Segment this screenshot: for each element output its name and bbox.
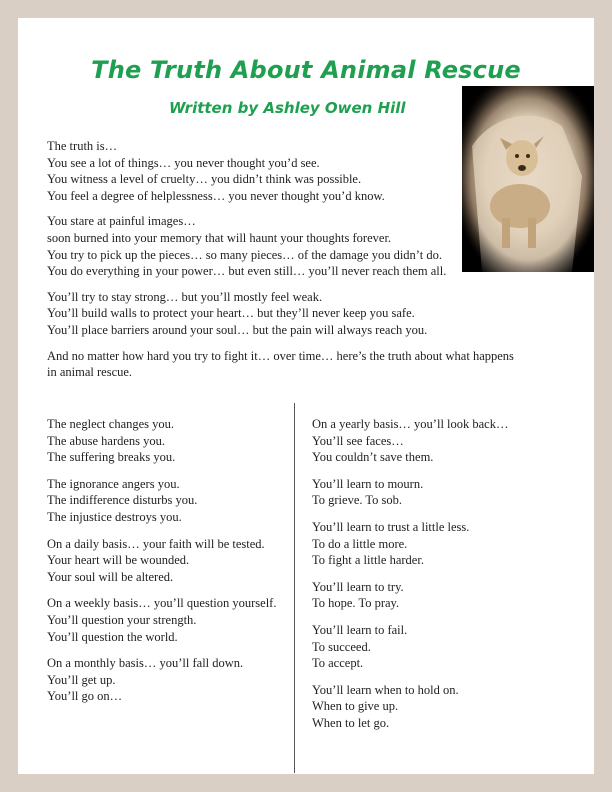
stanza bbox=[312, 682, 552, 732]
poem-line: When to give up. bbox=[312, 699, 399, 714]
poem-line: You’ll learn to try. bbox=[312, 579, 404, 594]
poem-line: You couldn’t save them. bbox=[312, 450, 434, 465]
page-title: The Truth About Animal Rescue bbox=[91, 56, 521, 84]
poem-line: You’ll go on… bbox=[47, 689, 123, 704]
poem-line: You see a lot of things… you never thought you’d see. bbox=[47, 155, 320, 170]
poem-line: You’ll question your strength. bbox=[47, 612, 197, 627]
stanza bbox=[312, 579, 552, 612]
stanza bbox=[47, 213, 517, 279]
poem-line: You’ll build walls to protect your heart… but they’ll never keep you safe. bbox=[47, 306, 415, 321]
poem-line: On a weekly basis… you’ll question yourself. bbox=[47, 596, 277, 611]
poem-line: You’ll learn when to hold on. bbox=[312, 682, 459, 697]
author-byline: Written by Ashley Owen Hill bbox=[169, 99, 406, 117]
poem-line: To accept. bbox=[312, 656, 364, 671]
poem-line: To grieve. To sob. bbox=[312, 493, 403, 508]
poem-line: You do everything in your power… but even still… you’ll never reach them all. bbox=[47, 264, 447, 279]
poem-line: To succeed. bbox=[312, 639, 371, 654]
poem-line: The indifference disturbs you. bbox=[47, 493, 198, 508]
intro-section bbox=[47, 138, 517, 390]
poem-line: To do a little more. bbox=[312, 536, 408, 551]
poem-line: You’ll learn to trust a little less. bbox=[312, 519, 470, 534]
left-column bbox=[47, 416, 287, 715]
stanza bbox=[47, 289, 517, 339]
stanza bbox=[312, 519, 552, 569]
stanza bbox=[47, 536, 287, 586]
stanza bbox=[47, 476, 287, 526]
poem-line: The suffering breaks you. bbox=[47, 450, 176, 465]
poem-line: To hope. To pray. bbox=[312, 596, 400, 611]
poem-line: And no matter how hard you try to fight it… over time… here’s the truth about what happens in animal rescue. bbox=[47, 348, 514, 380]
poem-page bbox=[18, 18, 594, 774]
poem-line: Your soul will be altered. bbox=[47, 569, 174, 584]
poem-line: The neglect changes you. bbox=[47, 417, 175, 431]
poem-line: You’ll get up. bbox=[47, 672, 116, 687]
poem-line: On a monthly basis… you’ll fall down. bbox=[47, 656, 244, 671]
poem-line: You witness a level of cruelty… you didn’t think was possible. bbox=[47, 172, 362, 187]
stanza bbox=[312, 416, 552, 466]
poem-line: You’ll see faces… bbox=[312, 433, 404, 448]
poem-line: You’ll place barriers around your soul… but the pain will always reach you. bbox=[47, 322, 428, 337]
poem-line: You’ll question the world. bbox=[47, 629, 178, 644]
poem-line: On a yearly basis… you’ll look back… bbox=[312, 417, 509, 431]
poem-line: The abuse hardens you. bbox=[47, 433, 166, 448]
poem-line: You’ll learn to fail. bbox=[312, 622, 408, 637]
stanza bbox=[47, 348, 517, 381]
stanza bbox=[47, 655, 287, 705]
poem-line: You’ll try to stay strong… but you’ll mostly feel weak. bbox=[47, 289, 323, 304]
stanza bbox=[47, 595, 287, 645]
poem-line: To fight a little harder. bbox=[312, 553, 424, 568]
poem-line: You feel a degree of helplessness… you never thought you’d know. bbox=[47, 188, 385, 203]
stanza bbox=[47, 416, 287, 466]
column-divider bbox=[294, 403, 295, 773]
poem-line: soon burned into your memory that will haunt your thoughts forever. bbox=[47, 230, 392, 245]
poem-line: You try to pick up the pieces… so many pieces… of the damage you didn’t do. bbox=[47, 247, 442, 262]
poem-line: On a daily basis… your faith will be tested. bbox=[47, 536, 265, 551]
poem-line: The ignorance angers you. bbox=[47, 476, 180, 491]
stanza bbox=[312, 622, 552, 672]
poem-line: You’ll learn to mourn. bbox=[312, 476, 424, 491]
poem-line: When to let go. bbox=[312, 715, 390, 730]
poem-line: You stare at painful images… bbox=[47, 214, 196, 229]
poem-line: The injustice destroys you. bbox=[47, 509, 182, 524]
stanza bbox=[312, 476, 552, 509]
poem-line: The truth is… bbox=[47, 139, 118, 153]
poem-line: Your heart will be wounded. bbox=[47, 553, 190, 568]
stanza bbox=[47, 138, 517, 204]
right-column bbox=[312, 416, 552, 742]
